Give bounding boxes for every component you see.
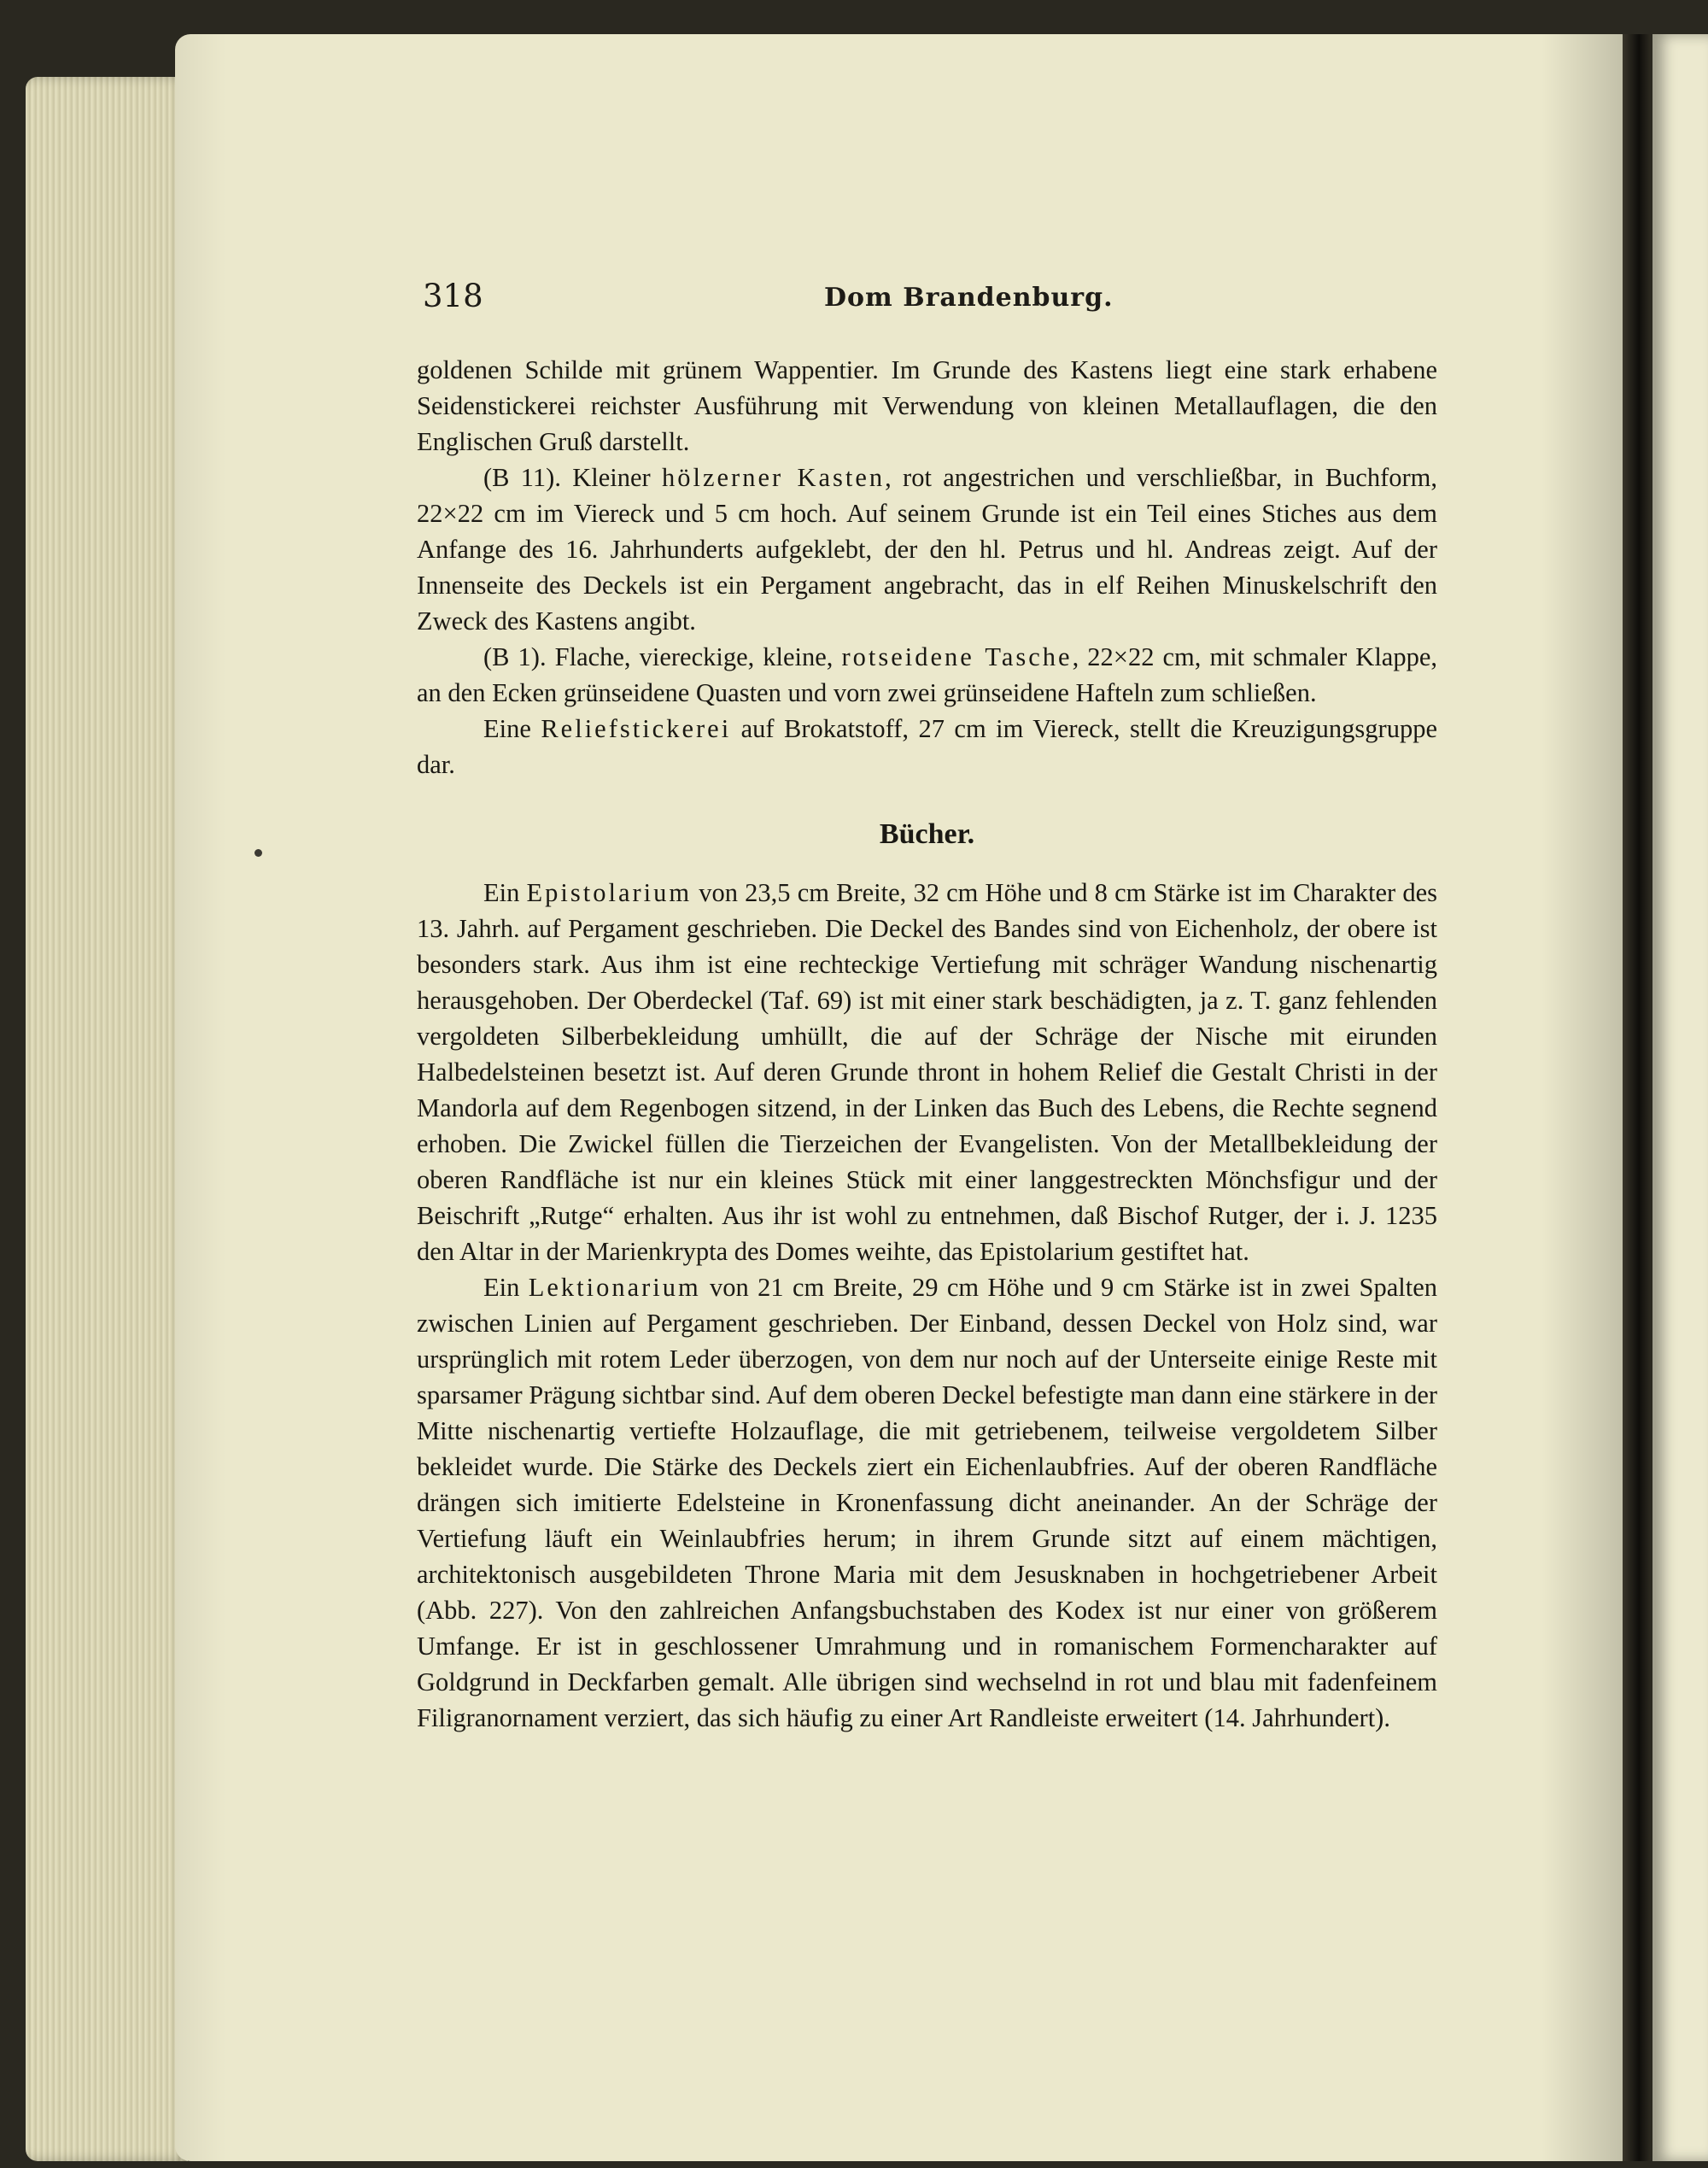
paragraph-4-prefix: Eine [483, 714, 541, 743]
facing-page-edge [1652, 34, 1708, 2161]
paragraph-5-spaced: Epistolarium [526, 878, 693, 907]
running-title: Dom Brandenburg. [824, 283, 1114, 313]
paragraph-2-spaced: hölzerner Kasten [662, 463, 886, 492]
paragraph-4 [417, 711, 1437, 782]
page-stack-edge [26, 77, 188, 2161]
paragraph-3-prefix: (B 1). Flache, viereckige, kleine, [483, 642, 842, 671]
running-header [423, 278, 1435, 320]
paragraph-5 [417, 875, 1437, 1269]
paragraph-6-prefix: Ein [483, 1273, 529, 1302]
paragraph-6 [417, 1269, 1437, 1736]
page-number: 318 [423, 278, 483, 314]
body-text [417, 352, 1437, 1736]
paper-speck [254, 849, 262, 857]
paragraph-3 [417, 639, 1437, 711]
section-heading: Bücher. [879, 818, 975, 850]
paragraph-4-spaced: Reliefstickerei [541, 714, 732, 743]
paragraph-5-prefix: Ein [483, 878, 527, 907]
paragraph-6-spaced: Lektionarium [528, 1273, 701, 1302]
paragraph-2-rest: , rot angestrichen und verschließbar, in Buchform, 22×22 cm im Viereck und 5 cm hoch. Auf seinem Grunde ist ein Teil eines Stiches aus dem Anfange des 16. Jahrhunderts aufgeklebt, der den hl. Petrus und hl. Andreas zeigt. Auf der Innenseite des Deckels ist ein Pergament angebracht, das in elf Reihen Minuskelschrift den Zweck des Kastens angibt. [417, 463, 1437, 636]
paragraph-4-rest: auf Brokatstoff, 27 cm im Viereck, stellt die Kreuzigungsgruppe dar. [417, 714, 1437, 779]
paragraph-3-rest: , 22×22 cm, mit schmaler Klappe, an den Ecken grünseidene Quasten und vorn zwei grünseidene Hafteln zum schließen. [417, 642, 1438, 707]
paragraph-3-spaced: rotseidene Tasche [841, 642, 1073, 671]
paragraph-6-rest: von 21 cm Breite, 29 cm Höhe und 9 cm Stärke ist in zwei Spalten zwischen Linien auf Pergament geschrieben. Der Einband, dessen Deckel von Holz sind, war ursprünglich mit rotem Leder überzogen, von dem nur noch auf der Unterseite einige Reste mit sparsamer Prägung sichtbar sind. Auf dem oberen Deckel befestigte man dann eine stärkere in der Mitte nischenartig vertiefte Holzauflage, die mit getriebenem, teilweise vergoldetem Silber bekleidet wurde. Die Stärke des Deckels ziert ein Eichenlaubfries. Auf der oberen Randfläche drängen sich imitierte Edelsteine in Kronenfassung dicht aneinander. An der Schräge der Vertiefung läuft ein Weinlaubfries herum; in ihrem Grunde sitzt auf einem mächtigen, architektonisch ausgebildeten Throne Maria mit dem Jesusknaben in hochgetriebener Arbeit (Abb. 227). Von den zahlreichen Anfangsbuchstaben des Kodex ist nur einer von größerem Umfange. Er ist in geschlossener Umrahmung und in romanischem Formencharakter auf Goldgrund in Deckfarben gemalt. Alle übrigen sind wechselnd in rot und blau mit fadenfeinem Filigranornament verziert, das sich häufig zu einer Art Randleiste erweitert (14. Jahrhundert). [417, 1273, 1438, 1732]
paragraph-2 [417, 460, 1437, 639]
paragraph-5-rest: von 23,5 cm Breite, 32 cm Höhe und 8 cm Stärke ist im Charakter des 13. Jahrh. auf Pergament geschrieben. Die Deckel des Bandes sind von Eichenholz, der obere ist besonders stark. Aus ihm ist eine rechteckige Vertiefung mit schräger Wandung nischenartig herausgehoben. Der Oberdeckel (Taf. 69) ist mit einer stark beschädigten, ja z. T. ganz fehlenden vergoldeten Silberbekleidung umhüllt, die auf der Schräge der Nische mit eirunden Halbedelsteinen besetzt ist. Auf deren Grunde thront in hohem Relief die Gestalt Christi in der Mandorla auf dem Regenbogen sitzend, in der Linken das Buch des Lebens, die Rechte segnend erhoben. Die Zwickel füllen die Tierzeichen der Evangelisten. Von der Metallbekleidung der oberen Randfläche ist nur ein kleines Stück mit einer langgestreckten Mönchsfigur und der Beischrift „Rutge“ erhalten. Aus ihr ist wohl zu entnehmen, daß Bischof Rutger, der i. J. 1235 den Altar in der Marienkrypta des Domes weihte, das Epistolarium gestiftet hat. [417, 878, 1438, 1266]
book-gutter [1623, 34, 1650, 2161]
paragraph-1: goldenen Schilde mit grünem Wappentier. Im Grunde des Kastens liegt eine stark erhabene Seidenstickerei reichster Ausführung mit Verwendung von kleinen Metallauflagen, die den Englischen Gruß darstellt. [417, 355, 1437, 456]
paragraph-2-prefix: (B 11). Kleiner [483, 463, 662, 492]
